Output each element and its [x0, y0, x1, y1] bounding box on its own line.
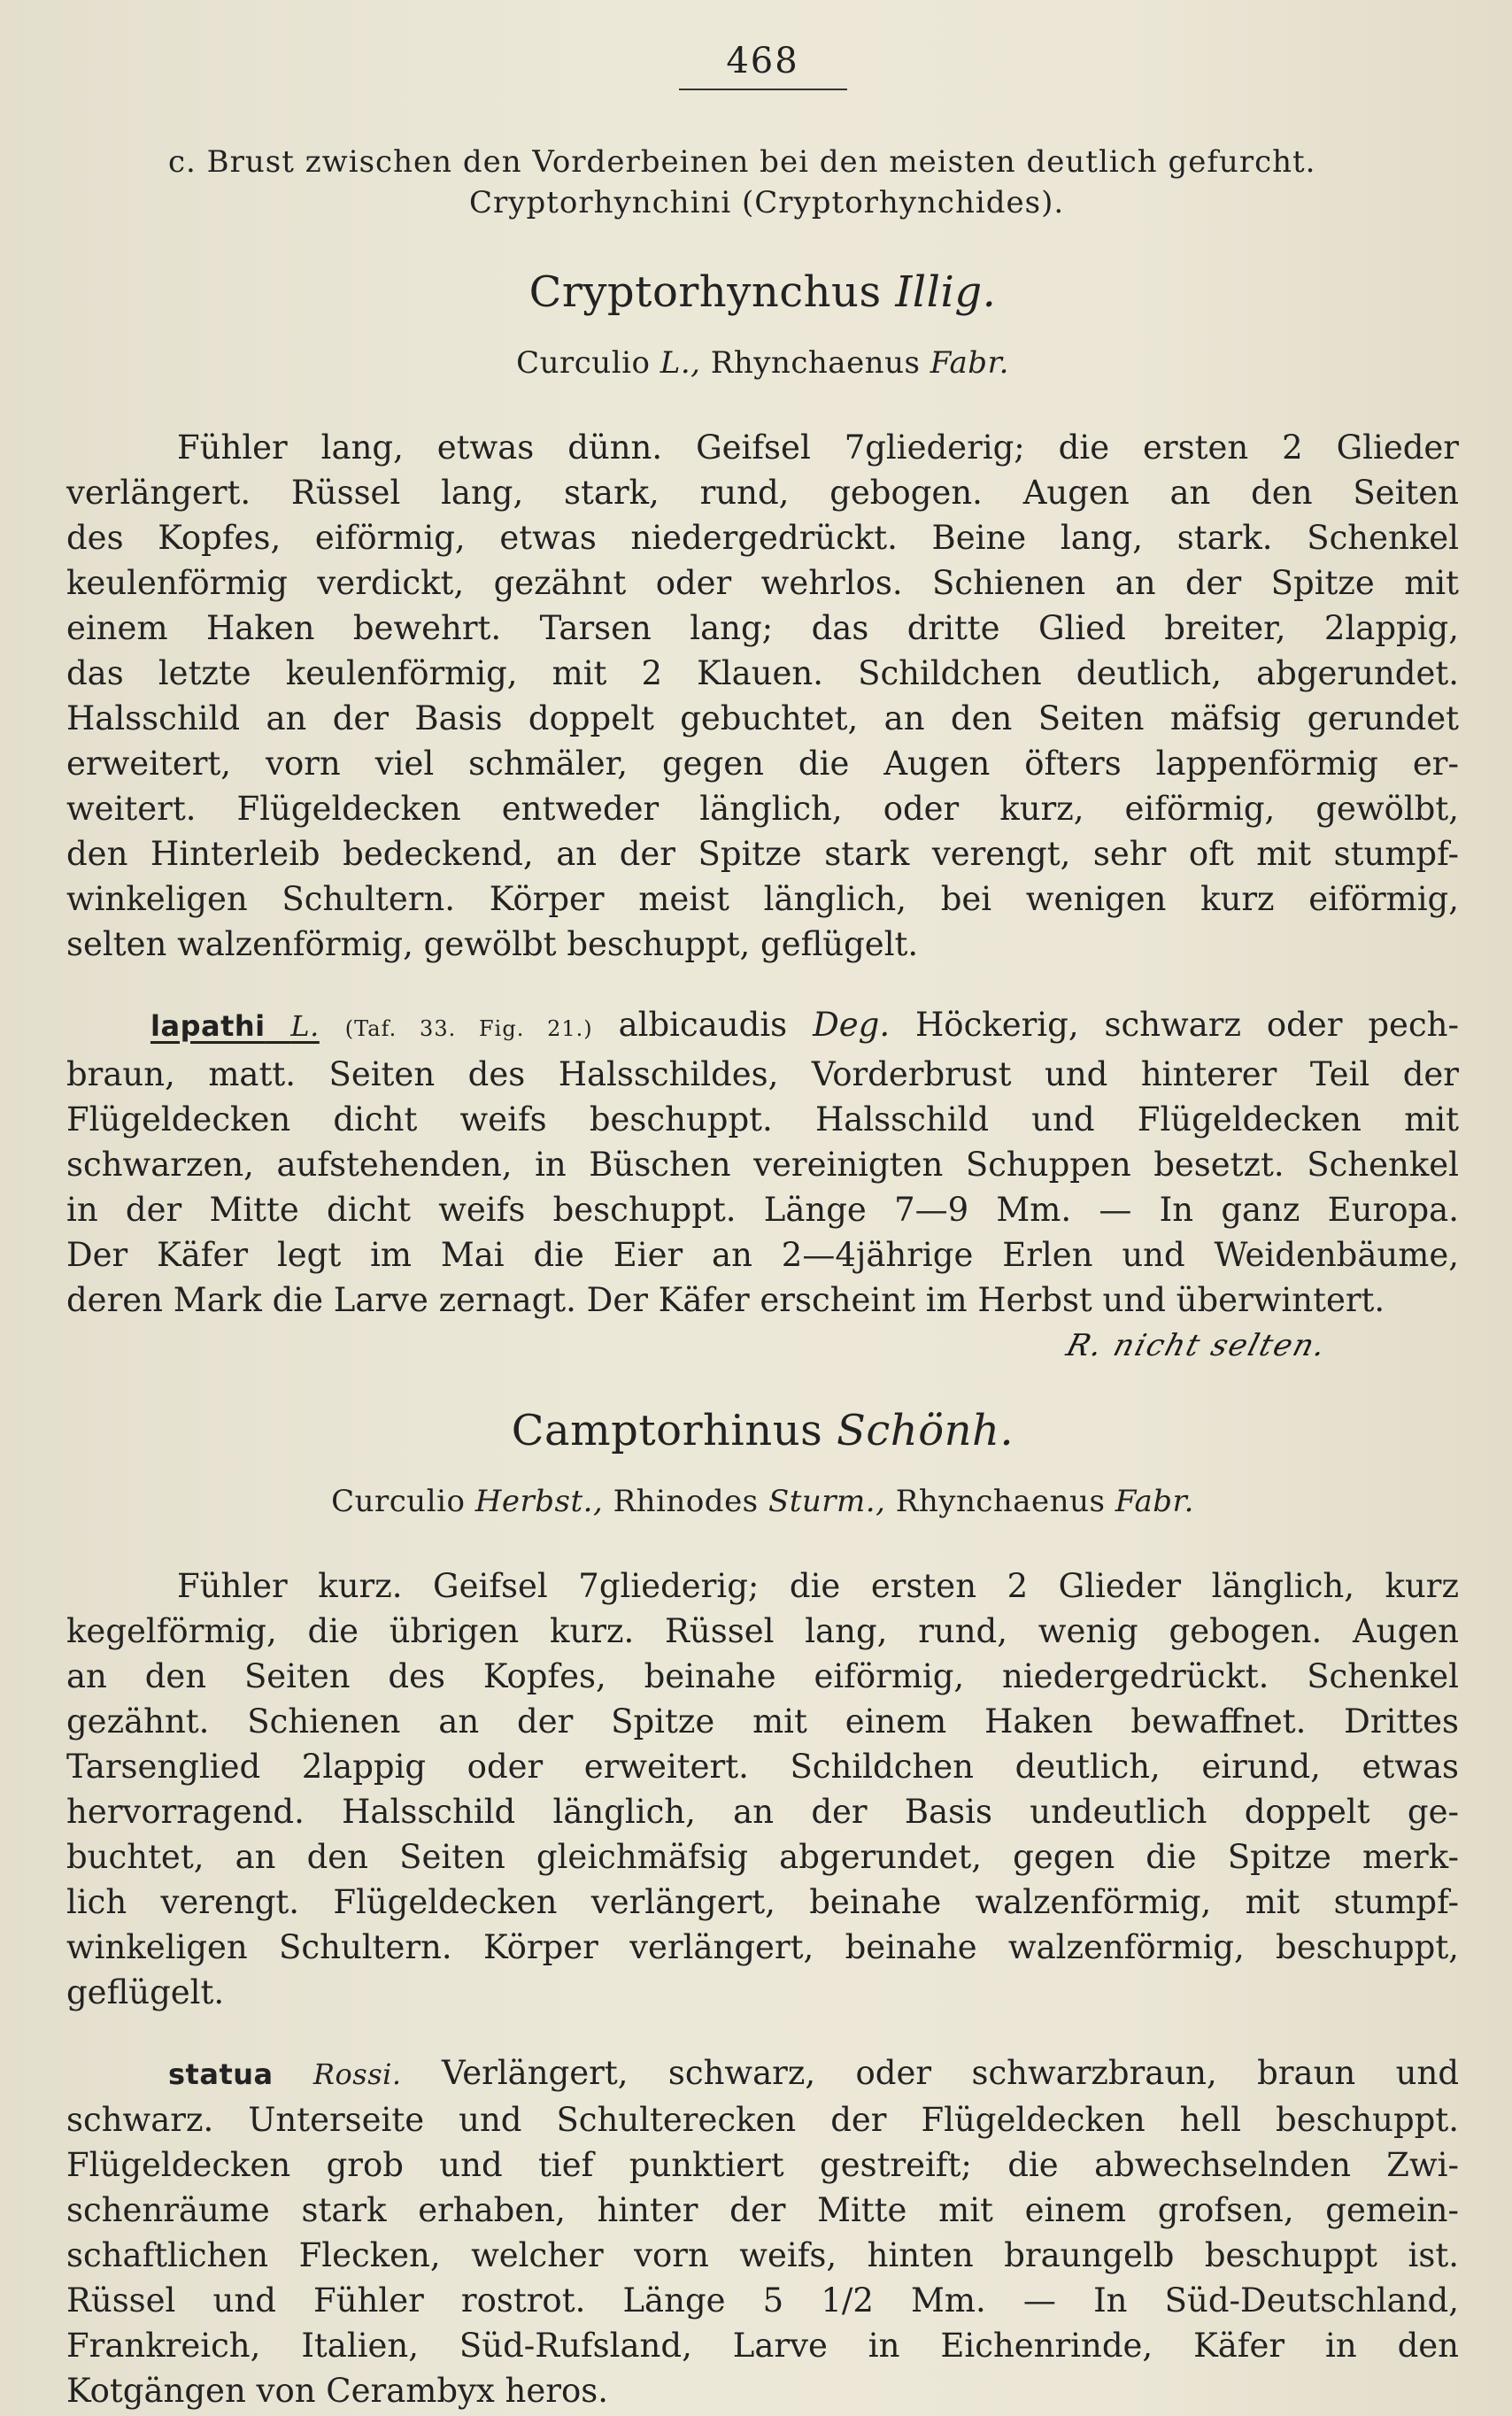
- species-first-line: [66, 2050, 1459, 2097]
- genus-author: Illig.: [895, 267, 997, 317]
- genus-synonyms: [66, 345, 1459, 381]
- plate-reference: (Taf. 33. Fig. 21.): [344, 1016, 593, 1041]
- description-line: geflügelt.: [66, 1973, 225, 2011]
- description-line: winkeligen Schultern. Körper verlängert, beinahe walzenförmig, beschuppt,: [66, 1928, 1459, 1966]
- species-name: statua Rossi.: [168, 2057, 402, 2091]
- synonym-name: Rhynchaenus: [710, 345, 921, 381]
- synonym-name: Curculio: [331, 1484, 466, 1519]
- description-line: erweitert, vorn viel schmäler, gegen die Augen öfters lappenförmig er-: [66, 745, 1459, 783]
- description-line: den Hinterleib bedeckend, an der Spitze stark verengt, sehr oft mit stumpf-: [66, 835, 1459, 873]
- species-line: Frankreich, Italien, Süd-Rufsland, Larve in Eichenrinde, Käfer in den: [66, 2327, 1459, 2365]
- description-line: Fühler kurz. Geifsel 7gliederig; die ersten 2 Glieder länglich, kurz: [177, 1567, 1459, 1605]
- section-heading-line-2: Cryptorhynchini (Cryptorhynchides).: [469, 185, 1065, 220]
- description-line: winkeligen Schultern. Körper meist länglich, bei wenigen kurz eiförmig,: [66, 880, 1459, 918]
- description-line: an den Seiten des Kopfes, beinahe eiförmig, niedergedrückt. Schenkel: [66, 1657, 1459, 1695]
- synonym-author: Fabr.: [1115, 1484, 1194, 1519]
- description-line: keulenförmig verdickt, gezähnt oder wehrlos. Schienen an der Spitze mit: [66, 564, 1459, 602]
- description-line: Fühler lang, etwas dünn. Geifsel 7gliederig; die ersten 2 Glieder: [177, 428, 1459, 467]
- species-line: deren Mark die Larve zernagt. Der Käfer erscheint im Herbst und überwintert.: [66, 1281, 1385, 1319]
- species-line: schwarzen, aufstehenden, in Büschen vereinigten Schuppen besetzt. Schenkel: [66, 1146, 1459, 1184]
- species-line: in der Mitte dicht weifs beschuppt. Länge 7—9 Mm. — In ganz Europa.: [66, 1191, 1459, 1229]
- synonym-name: Curculio: [516, 345, 651, 381]
- description-line: selten walzenförmig, gewölbt beschuppt, geflügelt.: [66, 925, 919, 963]
- description-line: Halsschild an der Basis doppelt gebuchtet, an den Seiten mäfsig gerundet: [66, 699, 1459, 737]
- genus-synonyms: [66, 1484, 1459, 1519]
- description-line: das letzte keulenförmig, mit 2 Klauen. Schildchen deutlich, abgerundet.: [66, 654, 1459, 692]
- species-line: Kotgängen von Cerambyx heros.: [66, 2372, 608, 2410]
- genus-description: [66, 1563, 1459, 2015]
- species-line: schaftlichen Flecken, welcher vorn weifs, hinten braungelb beschuppt ist.: [66, 2236, 1459, 2274]
- species-text: Verlängert, schwarz, oder schwarzbraun, braun und: [441, 2054, 1460, 2092]
- description-line: verlängert. Rüssel lang, stark, rund, gebogen. Augen an den Seiten: [66, 474, 1459, 512]
- species-line: Flügeldecken dicht weifs beschuppt. Halsschild und Flügeldecken mit: [66, 1100, 1459, 1139]
- species-entry-lapathi: [66, 1002, 1459, 1323]
- page-number: 468: [679, 41, 847, 90]
- synonym-author: Herbst.,: [474, 1484, 604, 1519]
- species-synonym: albicaudis Deg.: [618, 1006, 891, 1044]
- section-heading: [66, 142, 1459, 223]
- species-line: Rüssel und Fühler rostrot. Länge 5 1/2 Mm. — In Süd-Deutschland,: [66, 2281, 1459, 2320]
- synonym-author: L.,: [660, 345, 701, 381]
- description-line: buchtet, an den Seiten gleichmäfsig abgerundet, gegen die Spitze merk-: [66, 1838, 1459, 1876]
- species-line: Der Käfer legt im Mai die Eier an 2—4jährige Erlen und Weidenbäume,: [66, 1236, 1459, 1274]
- description-line: des Kopfes, eiförmig, etwas niedergedrückt. Beine lang, stark. Schenkel: [66, 519, 1459, 557]
- genus-name: Camptorhinus: [511, 1406, 823, 1455]
- species-line: schwarz. Unterseite und Schulterecken der Flügeldecken hell beschuppt.: [66, 2101, 1459, 2139]
- synonym-author: Sturm.,: [768, 1484, 886, 1519]
- section-heading-line-1: c. Brust zwischen den Vorderbeinen bei den meisten deutlich gefurcht.: [168, 144, 1316, 180]
- description-line: kegelförmig, die übrigen kurz. Rüssel lang, rund, wenig gebogen. Augen: [66, 1612, 1459, 1650]
- species-first-line: [66, 1002, 1459, 1052]
- species-entry-statua: [66, 2050, 1459, 2413]
- description-line: einem Haken bewehrt. Tarsen lang; das dritte Glied breiter, 2lappig,: [66, 609, 1459, 647]
- species-name: lapathi L.: [150, 1009, 320, 1043]
- genus-title-cryptorhynchus: [66, 267, 1459, 317]
- synonym-name: Rhynchaenus: [895, 1484, 1106, 1519]
- description-line: gezähnt. Schienen an der Spitze mit einem Haken bewaffnet. Drittes: [66, 1702, 1459, 1741]
- description-line: hervorragend. Halsschild länglich, an der Basis undeutlich doppelt ge-: [66, 1793, 1459, 1831]
- description-line: lich verengt. Flügeldecken verlängert, beinahe walzenförmig, mit stumpf-: [66, 1883, 1459, 1921]
- species-line: Flügeldecken grob und tief punktiert gestreift; die abwechselnden Zwi-: [66, 2146, 1459, 2184]
- genus-author: Schönh.: [837, 1406, 1014, 1455]
- description-line: weitert. Flügeldecken entweder länglich, oder kurz, eiförmig, gewölbt,: [66, 790, 1459, 828]
- genus-name: Cryptorhynchus: [528, 267, 882, 317]
- description-line: Tarsenglied 2lappig oder erweitert. Schildchen deutlich, eirund, etwas: [66, 1748, 1459, 1786]
- synonym-author: Fabr.: [930, 345, 1009, 381]
- handwritten-annotation: R. nicht selten.: [1062, 1328, 1331, 1363]
- genus-description: [66, 425, 1459, 967]
- synonym-name: Rhinodes: [613, 1484, 759, 1519]
- species-text: Höckerig, schwarz oder pech-: [915, 1006, 1459, 1044]
- species-line: schenräume stark erhaben, hinter der Mitte mit einem grofsen, gemein-: [66, 2191, 1459, 2229]
- species-line: braun, matt. Seiten des Halsschildes, Vorderbrust und hinterer Teil der: [66, 1055, 1459, 1093]
- genus-title-camptorhinus: [66, 1406, 1459, 1455]
